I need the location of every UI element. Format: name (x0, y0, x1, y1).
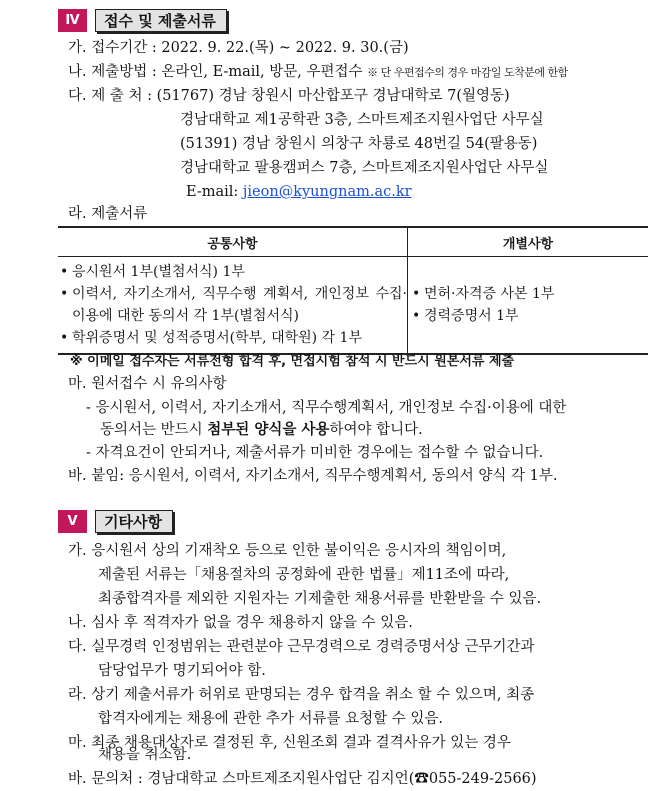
other-item-da-1: 다. 실무경력 인정범위는 관련분야 근무경력으로 경력증명서상 근무기간과 (68, 639, 535, 655)
common-item: • 이력서, 자기소개서, 직무수행 계획서, 개인정보 수집·이용에 대한 동의서 각 1부(별첨서식) (60, 283, 407, 327)
email-line (186, 181, 412, 203)
submission-place-4: 경남대학교 팔용캠퍼스 7층, 스마트제조지원사업단 사무실 (180, 160, 549, 176)
section-4-title: 접수 및 제출서류 (95, 9, 227, 32)
email-link[interactable]: jieon@kyungnam.ac.kr (242, 184, 412, 200)
individual-item: • 경력증명서 1부 (412, 305, 648, 327)
required-documents-heading: 라. 제출서류 (68, 206, 148, 222)
submission-method (68, 61, 568, 84)
application-note-1-cont (100, 419, 423, 441)
email-applicant-note: ※ 이메일 접수자는 서류전형 합격 후, 면접시험 참석 시 반드시 원본서류 제출 (70, 354, 515, 369)
submission-place-3: (51391) 경남 창원시 의창구 차룡로 48번길 54(팔용동) (180, 136, 538, 152)
other-item-na: 나. 심사 후 적격자가 없을 경우 채용하지 않을 수 있음. (68, 615, 413, 631)
common-item: • 학위증명서 및 성적증명서(학부, 대학원) 각 1부 (60, 327, 407, 349)
other-item-ma-2: 채용을 취소함. (98, 747, 192, 763)
section-4-number: Ⅳ (58, 9, 87, 32)
submission-method-text: 나. 제출방법 : 온라인, E-mail, 방문, 우편접수 (68, 64, 368, 80)
section-4-header (58, 9, 227, 32)
note-emphasis: 첨부된 양식을 사용 (207, 422, 330, 438)
table-row (58, 257, 648, 355)
other-item-ga-1: 가. 응시원서 상의 기재착오 등으로 인한 불이익은 응시자의 책임이며, (68, 543, 507, 559)
documents-table (58, 226, 648, 355)
other-item-ga-2: 제출된 서류는「채용절차의 공정화에 관한 법률」제11조에 따라, (98, 567, 510, 583)
contact-line: 바. 문의처 : 경남대학교 스마트제조지원사업단 김지언(☎055-249-2566) (68, 771, 537, 787)
table-header-row (58, 227, 648, 257)
other-item-ma-1: 마. 최종 채용대상자로 결정된 후, 신원조회 결과 결격사유가 있는 경우 (68, 735, 511, 751)
email-label: E-mail: (186, 184, 243, 200)
individual-header: 개별사항 (408, 227, 649, 257)
individual-cell (408, 257, 649, 355)
application-note-2: - 자격요건이 안되거나, 제출서류가 미비한 경우에는 접수할 수 없습니다. (86, 445, 544, 461)
other-item-ra-1: 라. 상기 제출서류가 허위로 판명되는 경우 합격을 취소 할 수 있으며, 최종 (68, 687, 535, 703)
common-cell (58, 257, 408, 355)
note-text-pre: 동의서는 반드시 (100, 422, 208, 438)
individual-item: • 면허·자격증 사본 1부 (412, 283, 648, 305)
application-notes-heading: 마. 원서접수 시 유의사항 (68, 376, 227, 392)
common-header: 공통사항 (58, 227, 408, 257)
mail-deadline-note: ※ 단 우편접수의 경우 마감일 도착분에 한함 (367, 66, 568, 79)
other-item-da-2: 담당업무가 명기되어야 함. (98, 663, 266, 679)
other-item-ga-3: 최종합격자를 제외한 지원자는 기제출한 채용서류를 반환받을 수 있음. (98, 591, 542, 607)
common-item: • 응시원서 1부(별첨서식) 1부 (60, 261, 407, 283)
other-item-ra-2: 합격자에게는 채용에 관한 추가 서류를 요청할 수 있음. (98, 711, 444, 727)
section-5-number: Ⅴ (58, 510, 87, 533)
note-text-post: 하여야 합니다. (329, 422, 423, 438)
application-note-1: - 응시원서, 이력서, 자기소개서, 직무수행계획서, 개인정보 수집·이용에 대한 (86, 400, 567, 416)
submission-place-1: 다. 제 출 처 : (51767) 경남 창원시 마산합포구 경남대학로 7(월영동) (68, 88, 510, 104)
submission-place-2: 경남대학교 제1공학관 3층, 스마트제조지원사업단 사무실 (180, 112, 544, 128)
section-5-title: 기타사항 (95, 510, 173, 533)
receipt-period: 가. 접수기간 : 2022. 9. 22.(목) ~ 2022. 9. 30.(금) (68, 40, 409, 56)
section-5-header (58, 510, 173, 533)
attachments-line: 바. 붙임: 응시원서, 이력서, 자기소개서, 직무수행계획서, 동의서 양식 각 1부. (68, 468, 558, 484)
